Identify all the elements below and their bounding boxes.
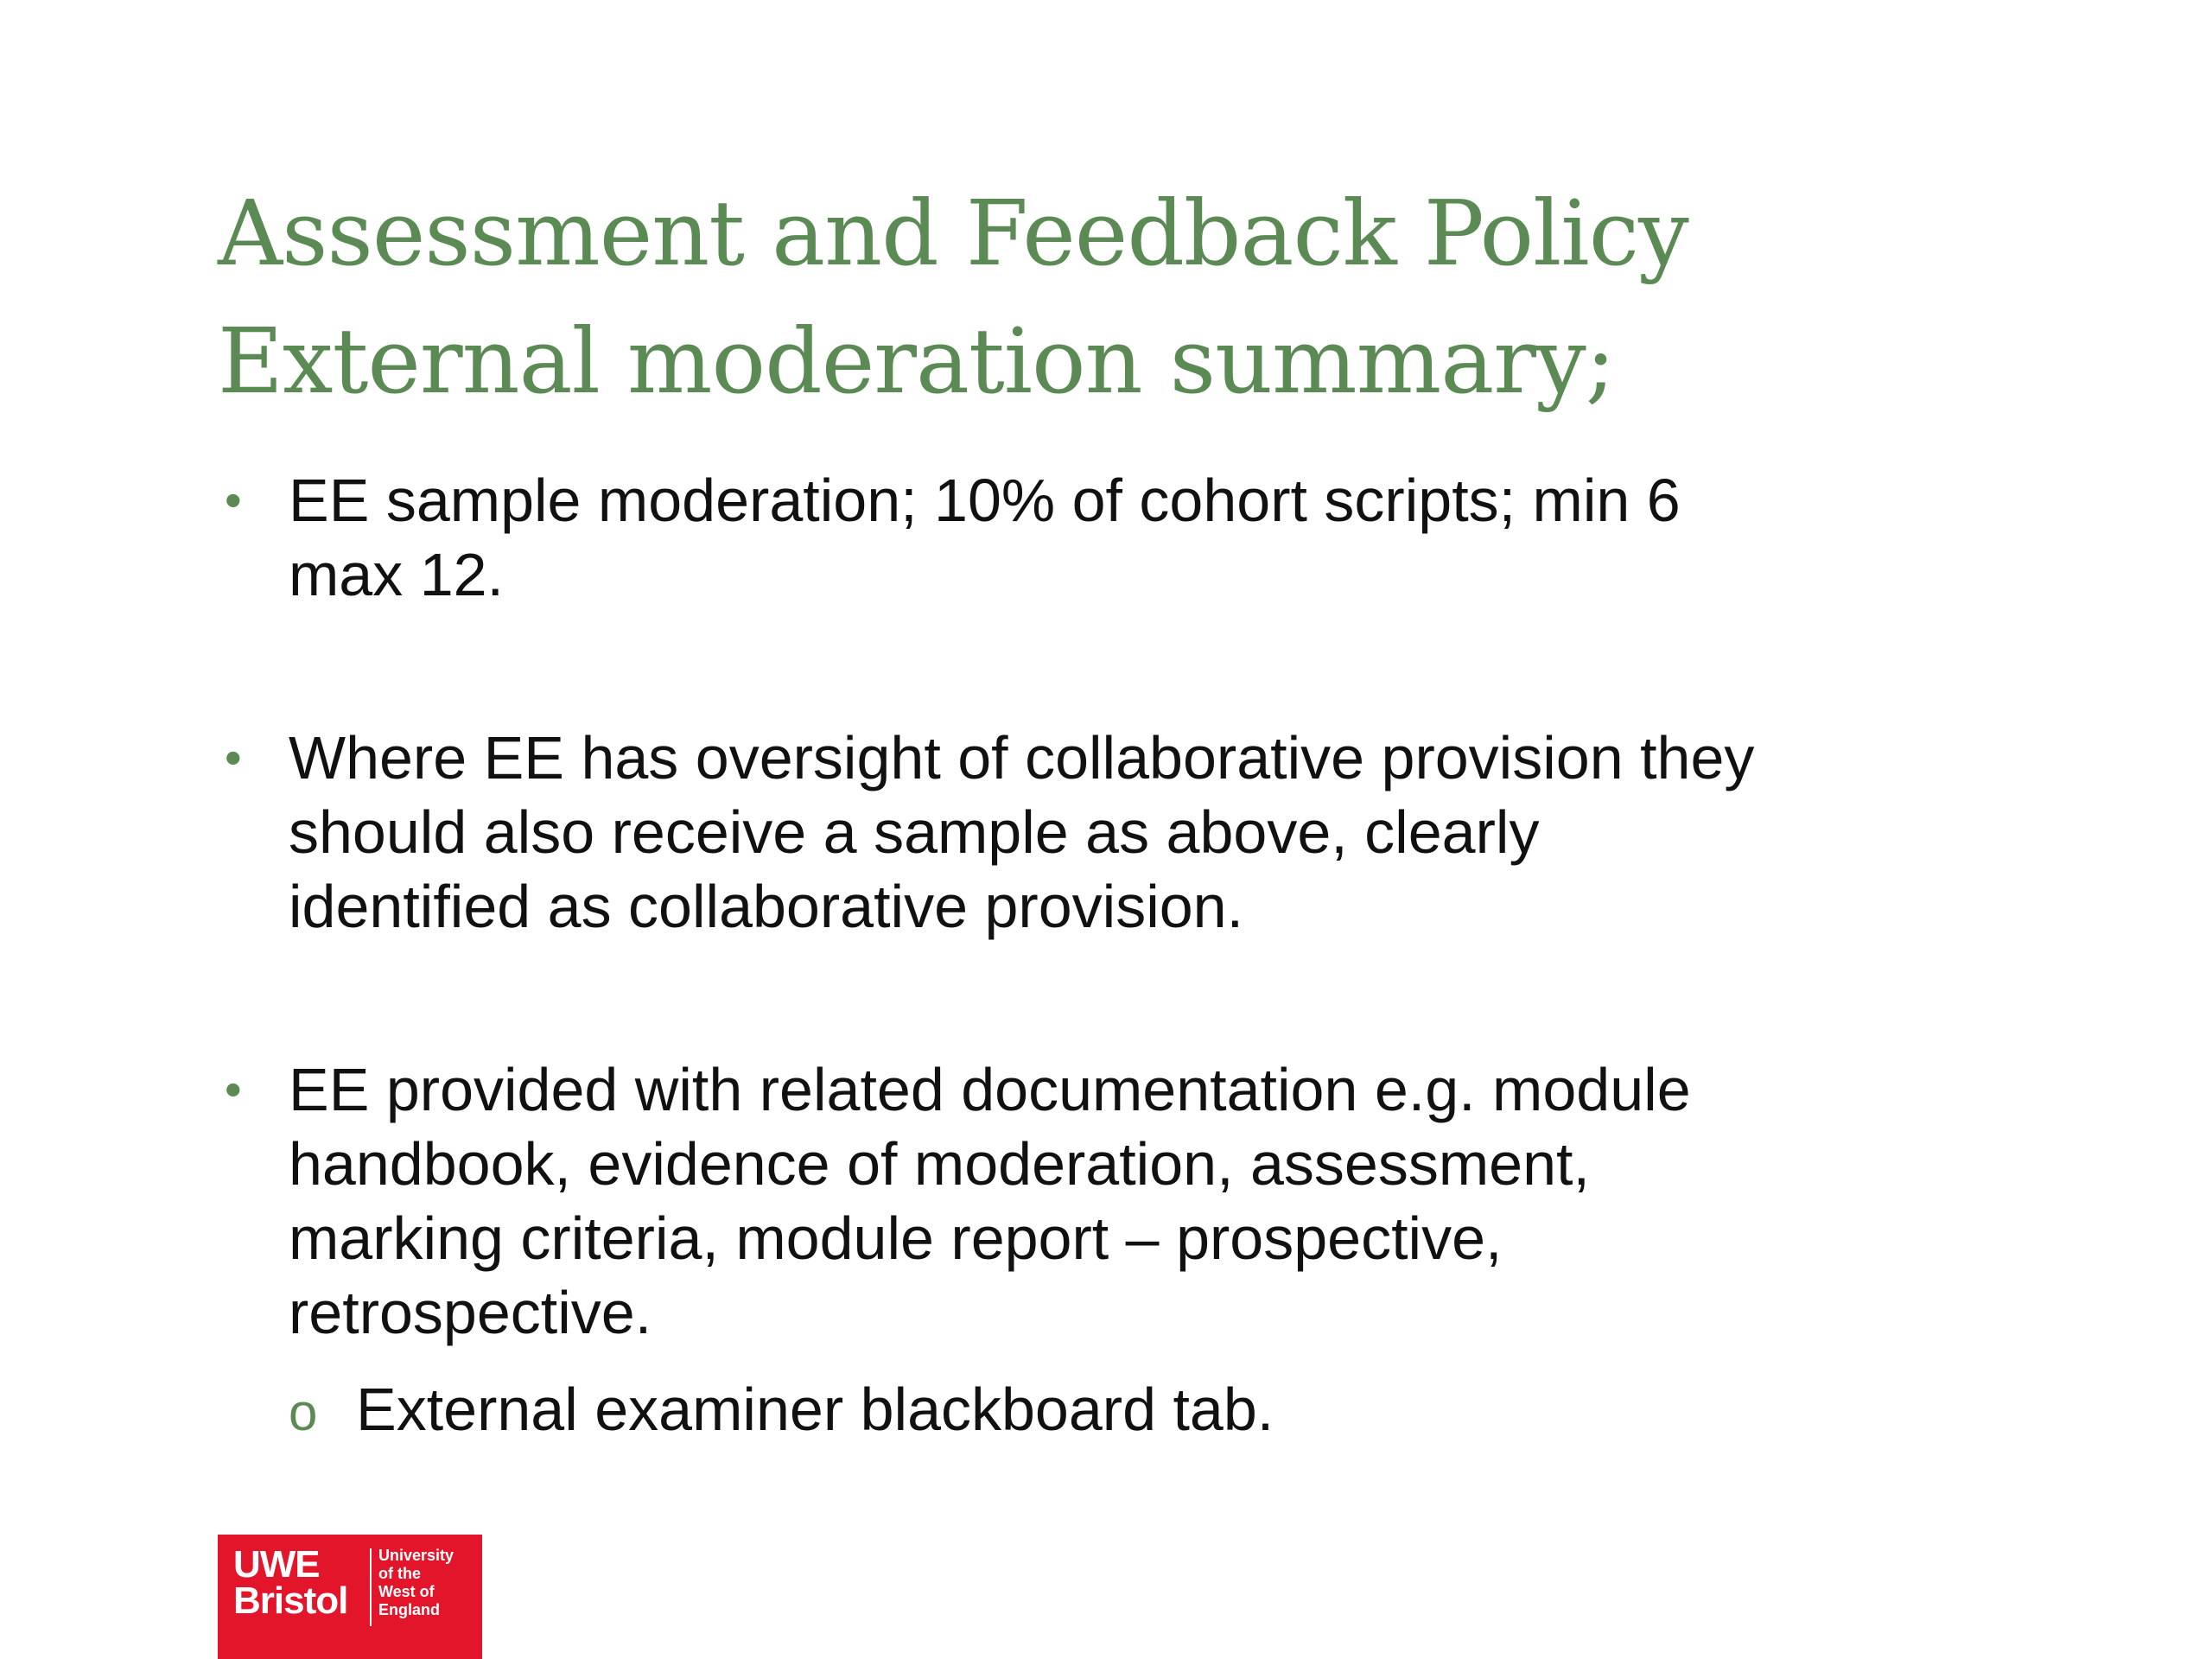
uwe-bristol-logo — [218, 1535, 482, 1659]
logo-sub-line: University — [378, 1547, 454, 1564]
bullet-marker: • — [225, 473, 242, 527]
slide-title — [218, 169, 2032, 425]
logo-divider — [370, 1548, 372, 1626]
sub-bullet-text: External examiner blackboard tab. — [356, 1376, 1274, 1443]
title-line-1: Assessment and Feedback Policy — [218, 181, 1688, 286]
bullet-text: EE provided with related documentation e.g. module handbook, evidence of moderation, assessment, marking criteria, module report – prospective, retrospective. — [289, 1056, 1691, 1346]
logo-sub-line: West of — [378, 1583, 435, 1600]
bullet-text: Where EE has oversight of collaborative provision they should also receive a sample as above, clearly identified as collaborative provision. — [289, 724, 1755, 940]
logo-line-uwe: UWE — [233, 1543, 320, 1586]
title-line-2: External moderation summary; — [218, 308, 1615, 414]
sub-bullet-marker: o — [289, 1383, 318, 1441]
bullet-item — [218, 721, 2032, 944]
logo-subtext — [378, 1547, 454, 1619]
logo-sub-line: England — [378, 1601, 440, 1618]
logo-wordmark — [233, 1543, 348, 1622]
bullet-list — [218, 463, 2032, 1446]
bullet-text: EE sample moderation; 10% of cohort scripts; min 6 max 12. — [289, 467, 1681, 608]
sub-bullet-item — [289, 1372, 2032, 1446]
bullet-marker: • — [225, 730, 242, 785]
bullet-item — [218, 463, 2032, 612]
logo-line-bristol: Bristol — [233, 1580, 348, 1622]
logo-sub-line: of the — [378, 1565, 421, 1582]
bullet-marker: • — [225, 1062, 242, 1116]
bullet-item — [218, 1052, 2032, 1446]
sub-bullet-list — [289, 1372, 2032, 1446]
